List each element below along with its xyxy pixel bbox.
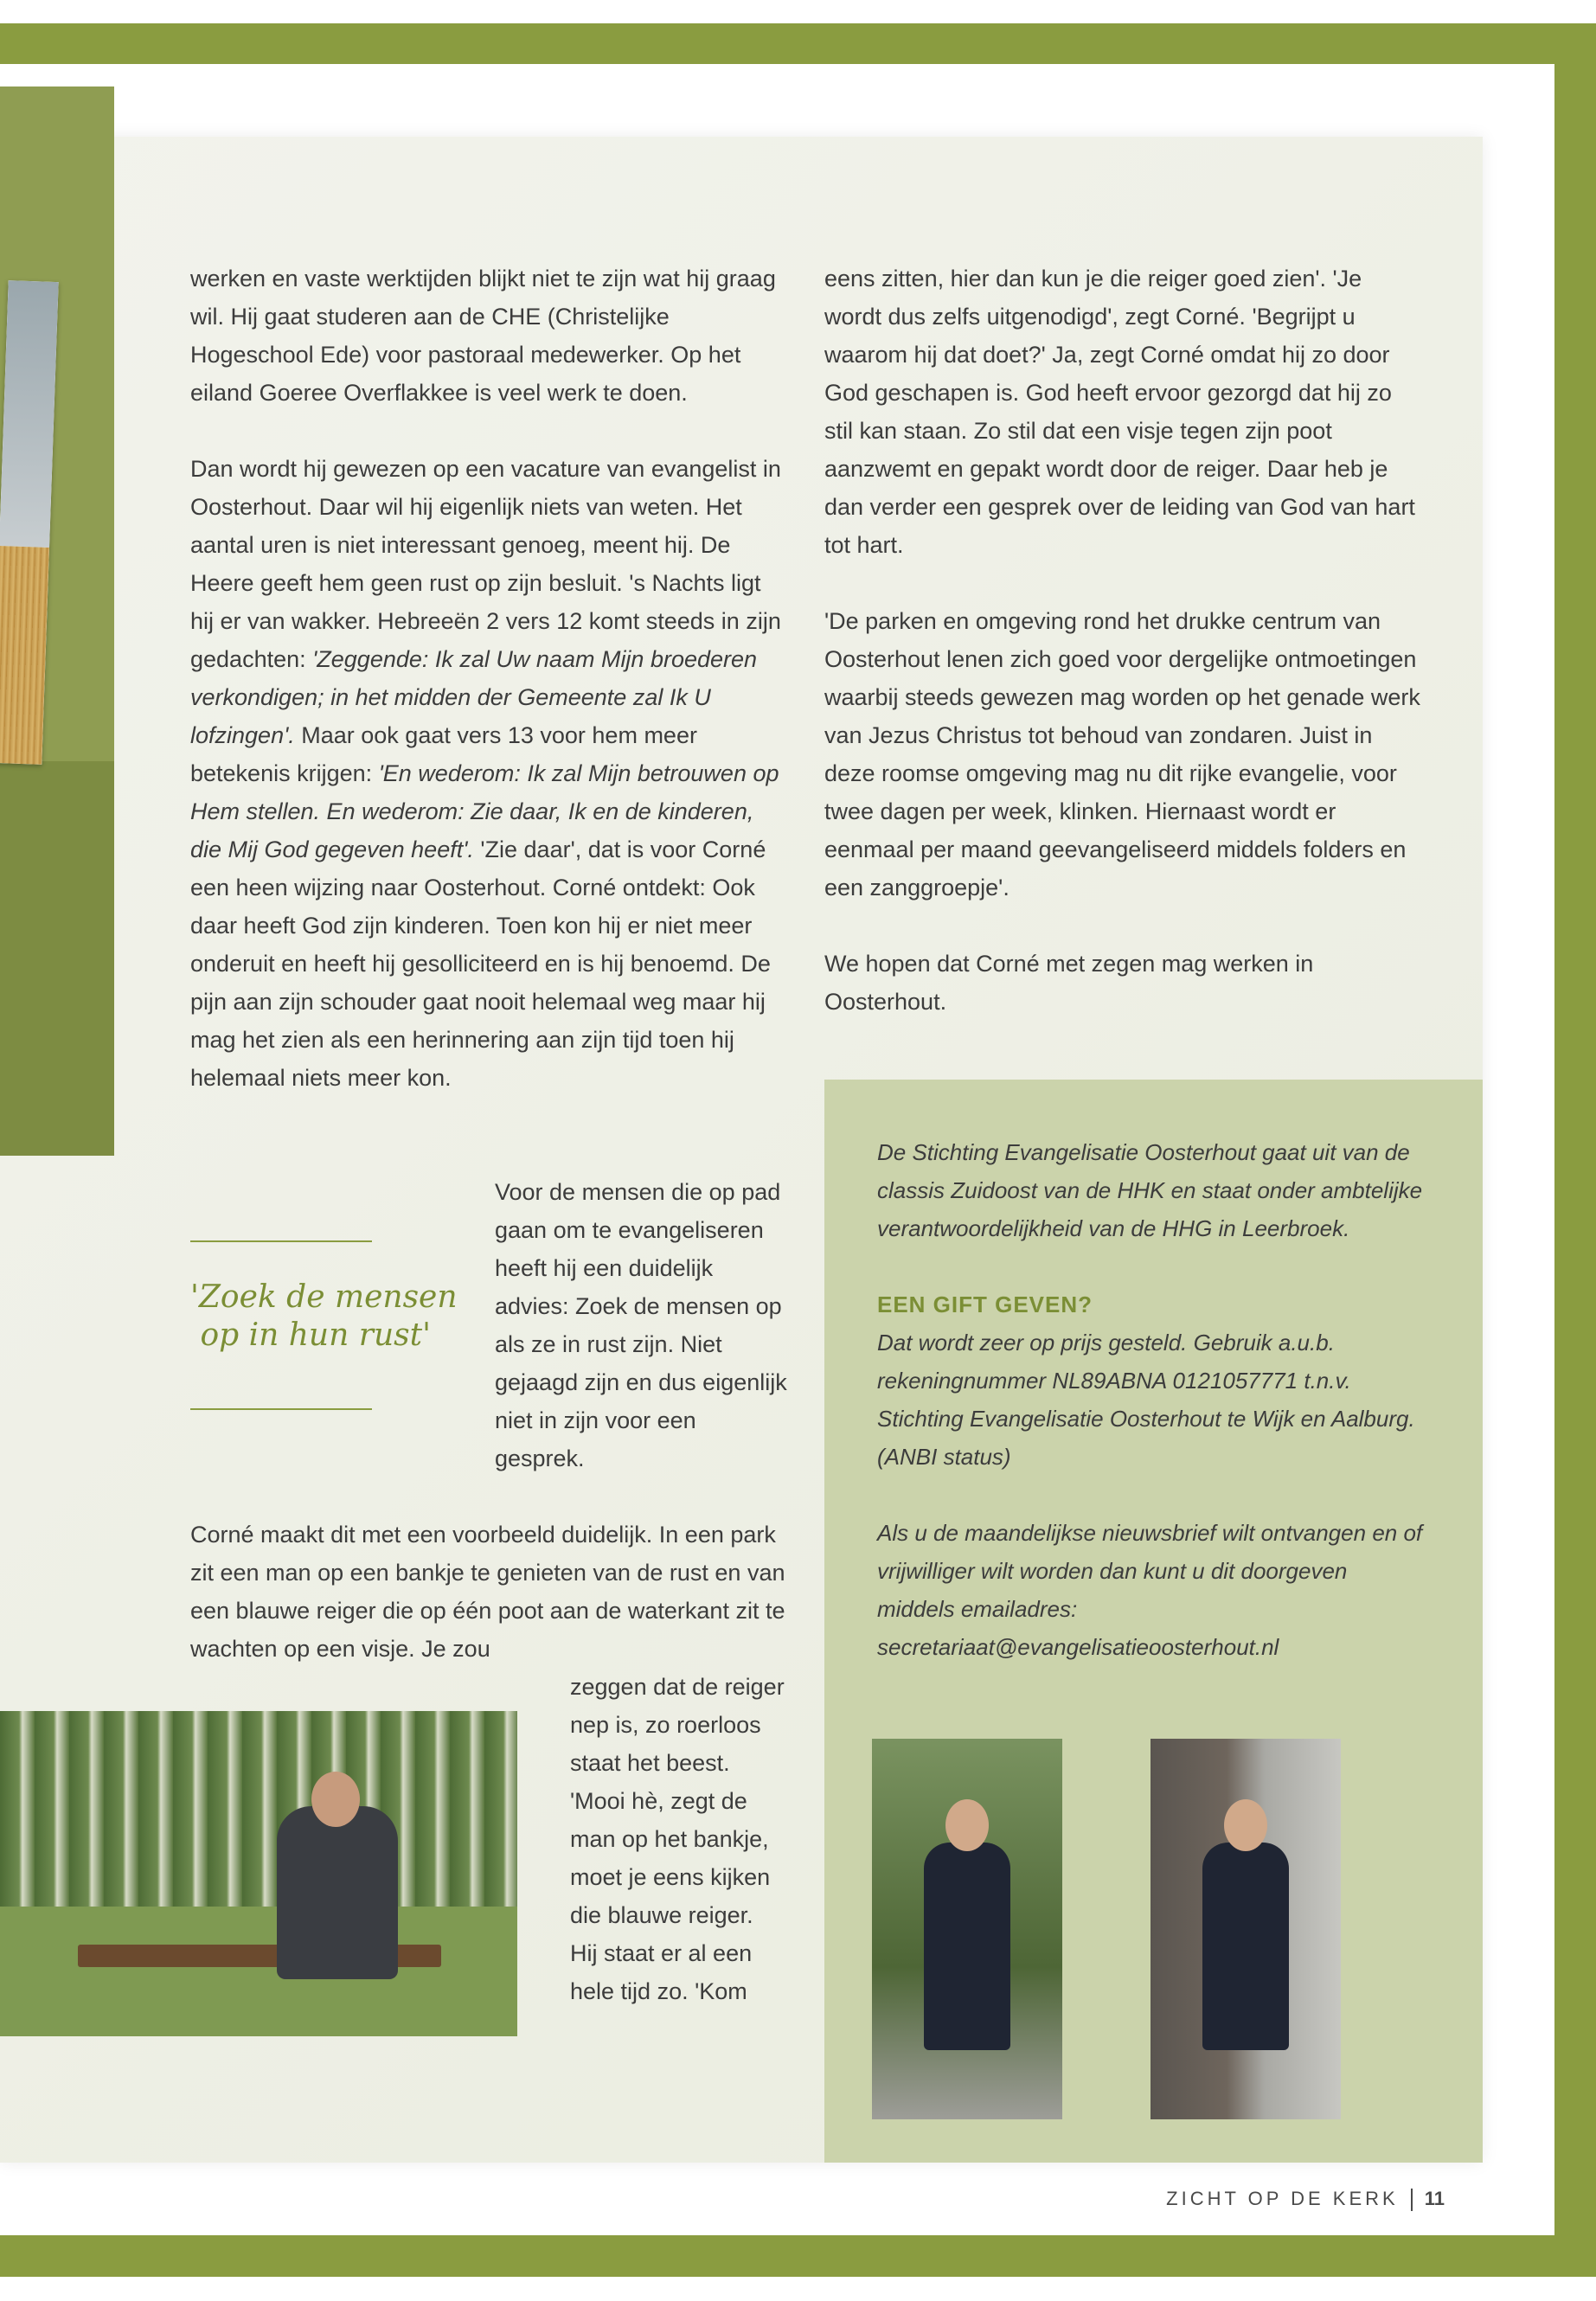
photo-face xyxy=(1224,1799,1267,1851)
evangelist-at-door-photo xyxy=(1151,1739,1341,2119)
paragraph-2-mid: Maar ook gaat vers 13 voor hem meer betekenis krijgen: xyxy=(190,722,697,786)
photo-trees xyxy=(0,1711,517,1907)
frame-top-margin xyxy=(0,0,1596,23)
paragraph-parks: 'De parken en omgeving rond het drukke centrum van Oosterhout lenen zich goed voor dergelijke ontmoetingen waarbij steeds gewezen mag worden op het genade werk van Jezus Christus tot behoud van zondaren. Juist in deze roomse omgeving mag nu dit rijke evangelie, voor twee dagen per week, klinken. Hiernaast wordt er eenmaal per maand geevangeliseerd middels folders en een zanggroepje'. xyxy=(824,608,1420,901)
example-continued: zeggen dat de reiger nep is, zo roerloos staat het beest. 'Mooi hè, zegt de man op het bankje, moet je eens kijken die blauwe reiger. Hij staat er al een hele tijd zo. 'Kom xyxy=(570,1674,785,2004)
paragraph-1: werken en vaste werktijden blijkt niet te zijn wat hij graag wil. Hij gaat studeren aan de CHE (Christelijke Hogeschool Ede) voor pastoraal medewerker. Op het eiland Goeree Overflakkee is veel werk te doen. xyxy=(190,266,776,406)
paragraph-2-tail: 'Zie daar', dat is voor Corné een heen wijzing naar Oosterhout. Corné ontdekt: Ook daar heeft God zijn kinderen. Toen kon hij er niet meer onderuit en heeft hij gesolliciteerd en is hij benoemd. De pijn aan zijn schouder gaat nooit helemaal weg maar hij mag het zien als een herinnering aan zijn tijd toen hij helemaal niets meer kon. xyxy=(190,836,771,1091)
pullquote: 'Zoek de mensen op in hun rust' xyxy=(190,1279,458,1353)
paragraph-closing: We hopen dat Corné met zegen mag werken in Oosterhout. xyxy=(824,951,1314,1015)
info-intro: De Stichting Evangelisatie Oosterhout gaat uit van de classis Zuidoost van de HHK en staat onder ambtelijke verantwoordelijkheid van de HHG in Leerbroek. xyxy=(877,1139,1423,1241)
evangelist-walking-photo xyxy=(872,1739,1062,2119)
photo-suit xyxy=(924,1843,1010,2050)
photo-sky xyxy=(0,280,59,548)
gift-heading: EEN GIFT GEVEN? xyxy=(877,1292,1093,1317)
photo-wheat xyxy=(0,546,49,765)
pullquote-rule-bottom xyxy=(190,1408,372,1410)
pullquote-rule-top xyxy=(190,1240,372,1242)
frame-right xyxy=(1554,23,1596,2277)
newsletter-text: Als u de maandelijkse nieuwsbrief wilt ontvangen en of vrijwilliger wilt worden dan kunt u dit doorgeven middels emailadres: secretariaat@evangelisatieoosterhout.nl xyxy=(877,1520,1423,1660)
photo-man-figure xyxy=(277,1806,398,1979)
article-column-1 xyxy=(190,260,787,1097)
footer-separator xyxy=(1411,2189,1413,2211)
advice-paragraph: Voor de mensen die op pad gaan om te evangeliseren heeft hij een duidelijk advies: Zoek de mensen op als ze in rust zijn. Niet gejaagd zijn en dus eigenlijk niet in zijn voor een gesprek. xyxy=(495,1179,787,1471)
paragraph-2 xyxy=(190,450,787,1097)
scripture-quote-1: 'Zeggende: Ik zal Uw naam Mijn broederen verkondigen; in het midden der Gemeente zal Ik U lofzingen'. xyxy=(190,646,758,748)
example-paragraph: Corné maakt dit met een voorbeeld duidelijk. In een park zit een man op een bankje te genieten van de rust en van een blauwe reiger die op één poot aan de waterkant zit te wachten op een visje. Je zou xyxy=(190,1522,785,1662)
man-on-bench-photo xyxy=(0,1711,517,2036)
page-footer xyxy=(1073,2185,1445,2213)
photo-suit xyxy=(1202,1843,1289,2050)
gift-text: Dat wordt zeer op prijs gesteld. Gebruik a.u.b. rekeningnummer NL89ABNA 0121057771 t.n.v. Stichting Evangelisatie Oosterhout te Wijk en Aalburg. (ANBI status) xyxy=(877,1330,1415,1470)
left-accent-band-lower xyxy=(0,761,114,1156)
info-box-text xyxy=(877,1133,1431,1666)
magazine-title: ZICHT OP DE KERK xyxy=(1166,2188,1399,2209)
article-column-2 xyxy=(824,260,1421,1021)
frame-bottom xyxy=(0,2235,1596,2277)
photo-face xyxy=(945,1799,989,1851)
scripture-quote-2: 'En wederom: Ik zal Mijn betrouwen op Hem stellen. En wederom: Zie daar, Ik en de kinderen, die Mij God gegeven heeft'. xyxy=(190,760,779,862)
photo-man-head xyxy=(311,1772,360,1827)
page-number: 11 xyxy=(1424,2188,1445,2209)
paragraph-heron: eens zitten, hier dan kun je die reiger goed zien'. 'Je wordt dus zelfs uitgenodigd', zegt Corné. 'Begrijpt u waarom hij dat doet?' Ja, zegt Corné omdat hij zo door God geschapen is. God heeft ervoor gezorgd dat hij zo stil kan staan. Zo stil dat een visje tegen zijn poot aanzwemt en gepakt wordt door de reiger. Daar heb je dan verder een gesprek over de leiding van God van hart tot hart. xyxy=(824,266,1415,558)
photo-grass xyxy=(0,1907,517,2036)
paragraph-2-text: Dan wordt hij gewezen op een vacature van evangelist in Oosterhout. Daar wil hij eigenlijk niets van weten. Het aantal uren is niet interessant genoeg, meent hij. De Heere geeft hem geen rust op zijn besluit. 's Nachts ligt hij er van wakker. Hebreeën 2 vers 12 komt steeds in zijn gedachten: xyxy=(190,456,781,672)
